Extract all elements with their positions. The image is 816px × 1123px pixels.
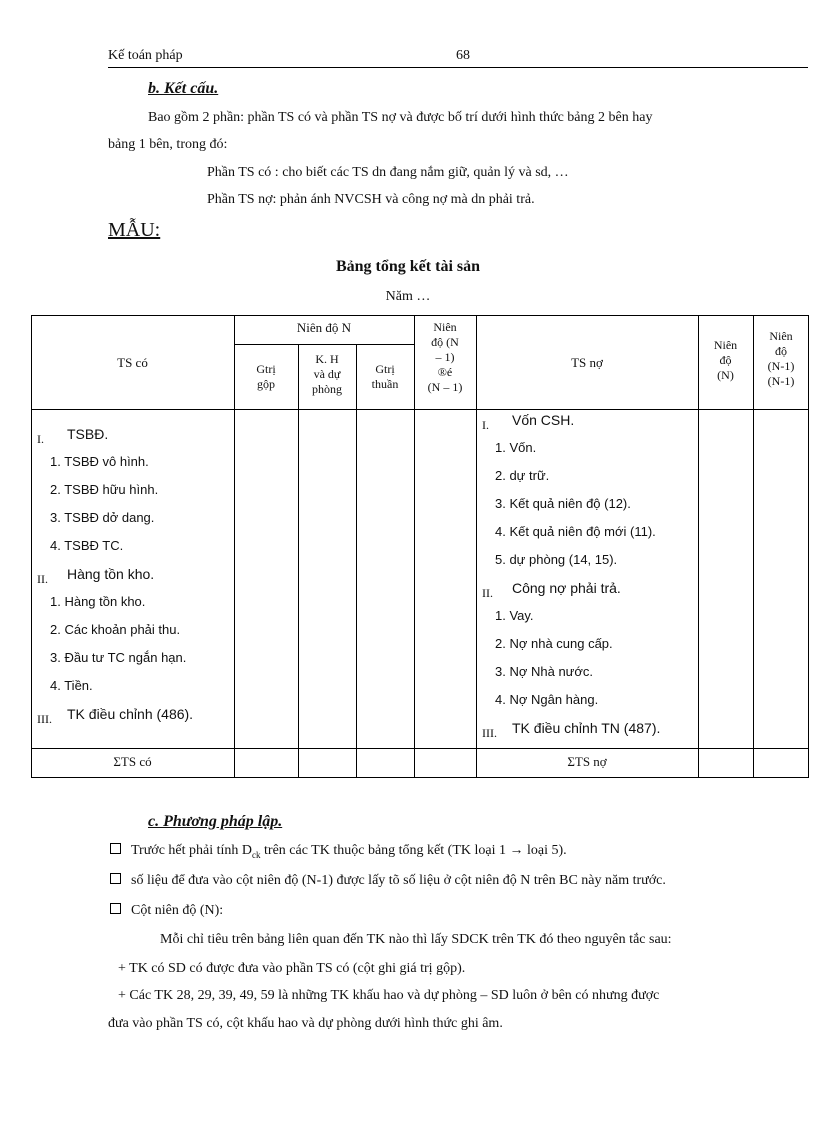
table-item <box>495 496 631 511</box>
table-item <box>37 426 108 447</box>
header-divider <box>108 67 808 68</box>
nien-do-n-divider <box>234 344 414 345</box>
table-item <box>37 566 154 587</box>
table-item <box>50 510 154 525</box>
section-label: TK điều chỉnh TN (487). <box>512 720 661 736</box>
item-label: 2. TSBĐ hữu hình. <box>50 482 159 497</box>
bullet-1: Trước hết phải tính $D_{ck}$ trên các TK thuộc bảng tổng kết (TK loại 1 → loại 5). <box>110 843 567 860</box>
item-label: 4. Tiền. <box>50 678 93 693</box>
table-year: Năm … <box>385 289 431 304</box>
header-row-divider <box>31 409 809 410</box>
roman-numeral: II. <box>37 572 48 586</box>
table-item <box>50 622 180 637</box>
header-gtri-gop: Gtrị gộp <box>256 362 276 391</box>
table-item <box>495 524 656 539</box>
header-nien-do-n: Niên độ N <box>296 320 352 335</box>
col-line <box>298 344 299 778</box>
roman-numeral: I. <box>482 418 489 432</box>
table-item <box>495 552 617 567</box>
section-label: TK điều chỉnh (486). <box>67 706 194 722</box>
table-item <box>50 650 186 665</box>
header-khau-hao: K. H và dự phòng <box>312 352 342 396</box>
item-label: 1. Vốn. <box>495 440 537 455</box>
section-b-para1: Bao gồm 2 phần: phần TS có và phần TS nợ và được bố trí dưới hình thức bảng 2 bên hay <box>148 110 653 125</box>
table-item <box>495 440 536 455</box>
table-item <box>50 594 145 609</box>
table-item <box>495 636 613 651</box>
table-item <box>482 720 660 741</box>
roman-numeral: III. <box>37 712 52 726</box>
item-label: 5. dự phòng (14, 15). <box>495 552 618 567</box>
col-line <box>356 344 357 778</box>
col-line <box>476 315 477 778</box>
item-label: 4. Kết quả niên độ mới (11). <box>495 524 656 539</box>
table-item <box>50 538 123 553</box>
header-ts-no: TS nợ <box>571 355 603 370</box>
table-item <box>50 454 149 469</box>
item-label: 4. Nợ Ngân hàng. <box>495 692 599 707</box>
item-label: 3. Nợ Nhà nước. <box>495 664 594 679</box>
table-title: Bảng tổng kết tài sản <box>335 258 481 275</box>
section-b-heading: b. Kết cấu. <box>148 80 219 97</box>
header-nien-do-n1-right: Niên độ (N-1) (N-1) <box>767 329 795 388</box>
header-gtri-thuan: Gtrị thuần <box>371 362 399 391</box>
section-b-para2: bảng 1 bên, trong đó: <box>108 137 228 152</box>
table-item <box>495 468 549 483</box>
bullet-2: số liệu để đưa vào cột niên độ (N-1) được lấy tõ số liệu ở cột niên độ N trên BC này năm trước. <box>110 873 666 889</box>
item-label: 2. dự trữ. <box>495 468 550 483</box>
table-item <box>482 412 574 433</box>
plus-line-2: + Các TK 28, 29, 39, 49, 59 là những TK khấu hao và dự phòng – SD luôn ở bên có nhưng được <box>118 988 660 1003</box>
section-label: Vốn CSH. <box>512 412 575 428</box>
plus-line-2-cont: đưa vào phần TS có, cột khấu hao và dự phòng dưới hình thức ghi âm. <box>108 1016 503 1031</box>
section-label: Hàng tồn kho. <box>67 566 155 582</box>
item-label: 4. TSBĐ TC. <box>50 538 124 553</box>
checkbox-bullet-icon <box>110 903 121 914</box>
section-label: Công nợ phải trả. <box>512 580 621 596</box>
table-item <box>50 482 158 497</box>
checkbox-bullet-icon <box>110 843 121 854</box>
table-item <box>495 664 593 679</box>
item-label: 2. Các khoản phải thu. <box>50 622 181 637</box>
header-title: Kế toán pháp <box>108 48 183 63</box>
ts-co-description: Phần TS có : cho biết các TS dn đang nắm giữ, quản lý và sd, … <box>207 165 569 180</box>
section-c-heading: c. Phương pháp lập. <box>148 813 283 830</box>
table-item <box>37 706 193 727</box>
sum-ts-co: ΣTS có <box>113 754 152 769</box>
item-label: 3. TSBĐ dở dang. <box>50 510 155 525</box>
sum-ts-no: ΣTS nợ <box>567 754 607 769</box>
table-item <box>50 678 93 693</box>
sum-row-divider <box>31 748 809 749</box>
item-label: 1. Vay. <box>495 608 534 623</box>
table-item <box>495 608 534 623</box>
section-c-para1: Mỗi chỉ tiêu trên bảng liên quan đến TK nào thì lấy SDCK trên TK đó theo nguyên tắc sau: <box>160 932 672 947</box>
item-label: 3. Đầu tư TC ngắn hạn. <box>50 650 187 665</box>
header-nien-do-n-right: Niên độ (N) <box>713 338 738 382</box>
item-label: 2. Nợ nhà cung cấp. <box>495 636 613 651</box>
table-item <box>495 692 598 707</box>
roman-numeral: III. <box>482 726 497 740</box>
roman-numeral: I. <box>37 432 44 446</box>
ts-no-description: Phần TS nợ: phản ánh NVCSH và công nợ mà dn phải trả. <box>207 192 535 207</box>
item-label: 1. Hàng tồn kho. <box>50 594 146 609</box>
section-label: TSBĐ. <box>67 426 109 442</box>
checkbox-bullet-icon <box>110 873 121 884</box>
item-label: 1. TSBĐ vô hình. <box>50 454 149 469</box>
header-ts-co: TS có <box>117 355 148 370</box>
page-number: 68 <box>456 48 470 63</box>
header-nien-do-n1-be: Niên độ (N – 1) ®é (N – 1) <box>427 320 463 394</box>
bullet-3: Cột niên độ (N): <box>110 903 223 919</box>
plus-line-1: + TK có SD có được đưa vào phần TS có (cột ghi giá trị gộp). <box>118 961 466 976</box>
item-label: 3. Kết quả niên độ (12). <box>495 496 631 511</box>
roman-numeral: II. <box>482 586 493 600</box>
table-item <box>482 580 621 601</box>
col-line <box>698 315 699 778</box>
mau-heading: MẪU: <box>108 219 161 241</box>
